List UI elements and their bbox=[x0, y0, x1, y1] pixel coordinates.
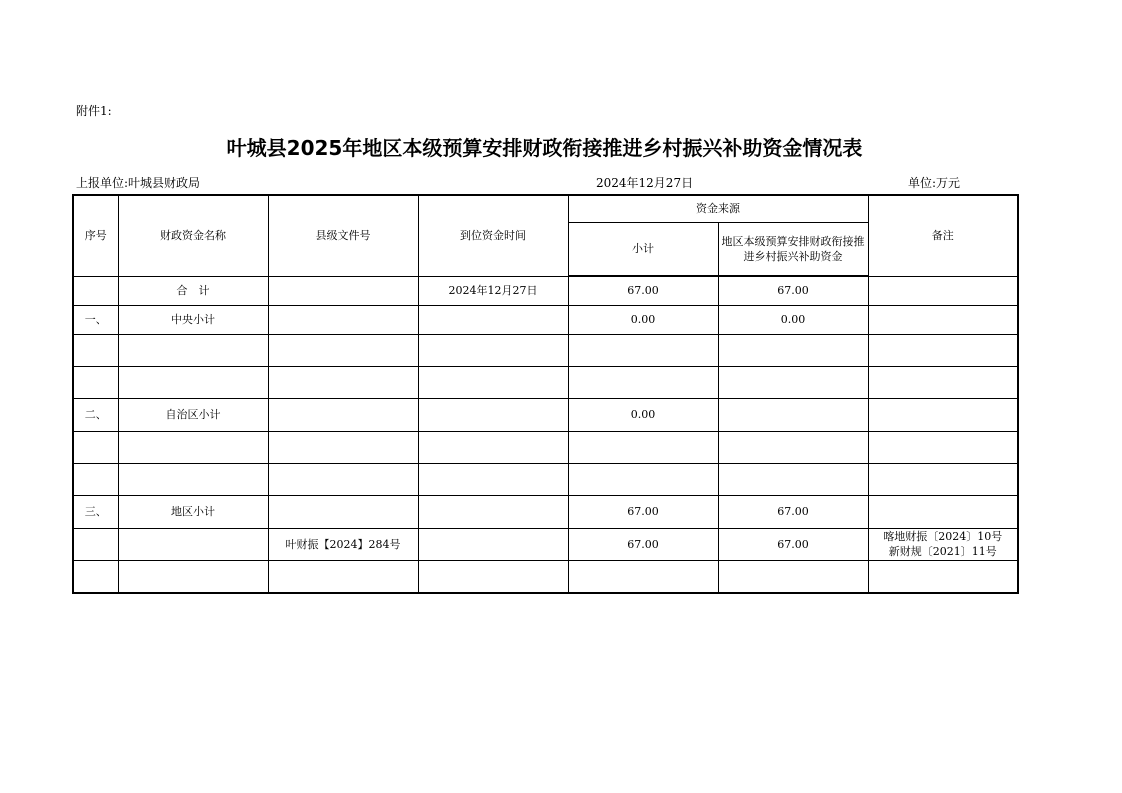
cell-county-doc bbox=[268, 560, 418, 593]
cell-subtotal bbox=[568, 366, 718, 398]
cell-subtotal: 0.00 bbox=[568, 398, 718, 431]
cell-county-doc bbox=[268, 463, 418, 495]
cell-regional-fund bbox=[718, 366, 868, 398]
cell-fund-name: 自治区小计 bbox=[118, 398, 268, 431]
cell-arrival-time bbox=[418, 528, 568, 560]
header-remarks: 备注 bbox=[868, 195, 1018, 276]
table-row bbox=[73, 366, 1018, 398]
budget-table bbox=[72, 194, 1019, 594]
cell-fund-name: 地区小计 bbox=[118, 495, 268, 528]
header-row-1 bbox=[73, 195, 1018, 222]
cell-county-doc bbox=[268, 495, 418, 528]
cell-fund-name: 中央小计 bbox=[118, 305, 268, 334]
table-row bbox=[73, 528, 1018, 560]
attachment-label: 附件1: bbox=[76, 104, 112, 118]
table-row bbox=[73, 560, 1018, 593]
cell-arrival-time bbox=[418, 334, 568, 366]
table-row bbox=[73, 398, 1018, 431]
header-seq: 序号 bbox=[73, 195, 118, 276]
cell-remarks bbox=[868, 366, 1018, 398]
cell-fund-name bbox=[118, 528, 268, 560]
cell-county-doc bbox=[268, 305, 418, 334]
reporting-unit: 上报单位:叶城县财政局 bbox=[76, 176, 201, 190]
document-title: 叶城县2025年地区本级预算安排财政衔接推进乡村振兴补助资金情况表 bbox=[226, 136, 863, 160]
cell-county-doc bbox=[268, 334, 418, 366]
cell-regional-fund: 67.00 bbox=[718, 495, 868, 528]
cell-remarks bbox=[868, 305, 1018, 334]
cell-regional-fund bbox=[718, 560, 868, 593]
header-fund-name: 财政资金名称 bbox=[118, 195, 268, 276]
cell-seq bbox=[73, 431, 118, 463]
cell-arrival-time bbox=[418, 431, 568, 463]
cell-remarks bbox=[868, 463, 1018, 495]
cell-fund-name bbox=[118, 431, 268, 463]
cell-fund-name bbox=[118, 463, 268, 495]
table-row bbox=[73, 431, 1018, 463]
table-row bbox=[73, 495, 1018, 528]
cell-county-doc bbox=[268, 398, 418, 431]
cell-arrival-time bbox=[418, 463, 568, 495]
cell-remarks bbox=[868, 560, 1018, 593]
cell-fund-name: 合 计 bbox=[118, 276, 268, 305]
cell-subtotal bbox=[568, 463, 718, 495]
cell-regional-fund bbox=[718, 431, 868, 463]
cell-remarks bbox=[868, 431, 1018, 463]
report-date: 2024年12月27日 bbox=[596, 176, 694, 190]
cell-remarks bbox=[868, 276, 1018, 305]
cell-arrival-time bbox=[418, 495, 568, 528]
cell-seq bbox=[73, 334, 118, 366]
cell-remarks bbox=[868, 398, 1018, 431]
cell-regional-fund: 67.00 bbox=[718, 528, 868, 560]
cell-county-doc bbox=[268, 431, 418, 463]
table-row bbox=[73, 305, 1018, 334]
cell-seq bbox=[73, 528, 118, 560]
cell-remarks bbox=[868, 528, 1018, 560]
cell-subtotal bbox=[568, 560, 718, 593]
header-arrival-time: 到位资金时间 bbox=[418, 195, 568, 276]
table-row bbox=[73, 463, 1018, 495]
cell-fund-name bbox=[118, 334, 268, 366]
header-subtotal: 小计 bbox=[568, 222, 718, 276]
header-source-group: 资金来源 bbox=[568, 195, 868, 222]
cell-seq bbox=[73, 366, 118, 398]
cell-subtotal: 67.00 bbox=[568, 495, 718, 528]
cell-arrival-time bbox=[418, 305, 568, 334]
cell-arrival-time: 2024年12月27日 bbox=[418, 276, 568, 305]
cell-seq bbox=[73, 463, 118, 495]
cell-arrival-time bbox=[418, 366, 568, 398]
cell-seq: 三、 bbox=[73, 495, 118, 528]
cell-seq bbox=[73, 560, 118, 593]
cell-remarks bbox=[868, 334, 1018, 366]
cell-county-doc: 叶财振【2024】284号 bbox=[268, 528, 418, 560]
cell-subtotal: 0.00 bbox=[568, 305, 718, 334]
cell-arrival-time bbox=[418, 560, 568, 593]
cell-seq bbox=[73, 276, 118, 305]
cell-county-doc bbox=[268, 276, 418, 305]
cell-seq: 二、 bbox=[73, 398, 118, 431]
cell-regional-fund bbox=[718, 463, 868, 495]
unit-label: 单位:万元 bbox=[908, 176, 961, 190]
cell-remarks bbox=[868, 495, 1018, 528]
cell-subtotal: 67.00 bbox=[568, 276, 718, 305]
cell-regional-fund bbox=[718, 334, 868, 366]
cell-arrival-time bbox=[418, 398, 568, 431]
cell-fund-name bbox=[118, 366, 268, 398]
cell-subtotal bbox=[568, 431, 718, 463]
cell-fund-name bbox=[118, 560, 268, 593]
cell-subtotal: 67.00 bbox=[568, 528, 718, 560]
cell-regional-fund bbox=[718, 398, 868, 431]
cell-regional-fund: 67.00 bbox=[718, 276, 868, 305]
table-row bbox=[73, 334, 1018, 366]
header-county-doc: 县级文件号 bbox=[268, 195, 418, 276]
header-regional-fund: 地区本级预算安排财政衔接推进乡村振兴补助资金 bbox=[718, 222, 868, 276]
remark-line: 新财规〔2021〕11号 bbox=[888, 545, 997, 558]
cell-seq: 一、 bbox=[73, 305, 118, 334]
table-row bbox=[73, 276, 1018, 305]
cell-county-doc bbox=[268, 366, 418, 398]
cell-regional-fund: 0.00 bbox=[718, 305, 868, 334]
cell-subtotal bbox=[568, 334, 718, 366]
remark-line: 喀地财振〔2024〕10号 bbox=[883, 530, 1003, 543]
